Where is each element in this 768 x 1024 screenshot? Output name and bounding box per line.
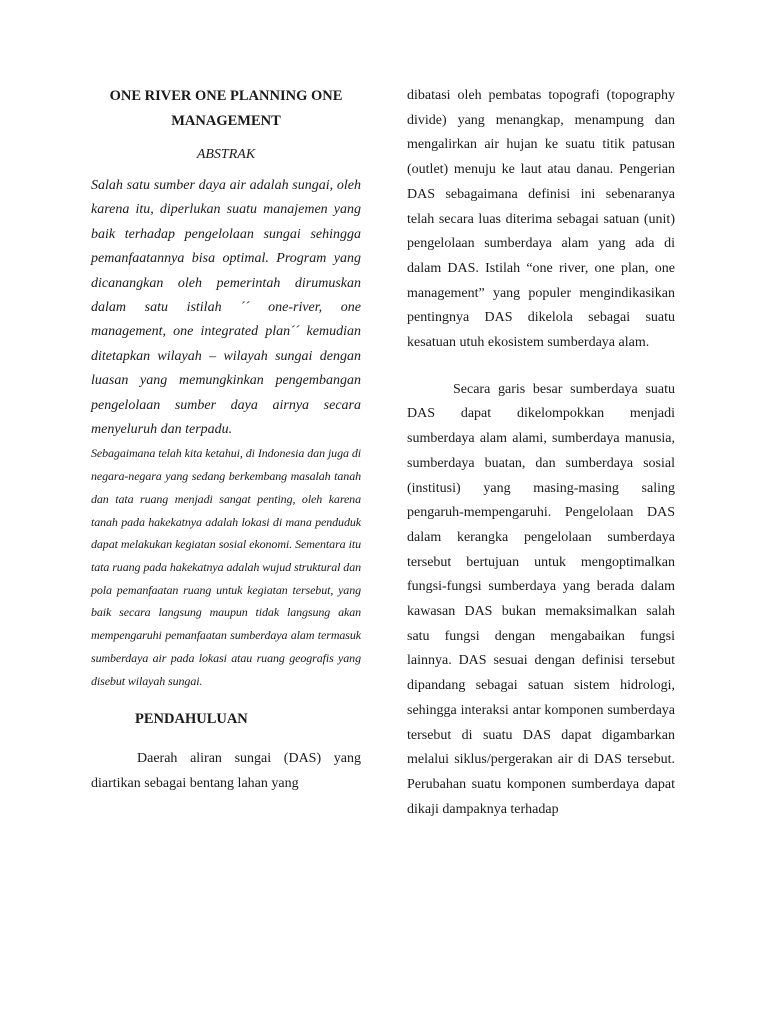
abstract-text-part2: Sebagaimana telah kita ketahui, di Indonesia dan juga di negara-negara yang sedang berkembang masalah tanah dan tata ruang menjadi sangat penting, oleh karena tanah pada hakekatnya adalah lokasi di mana penduduk dapat melakukan kegiatan sosial ekonomi. Sementara itu tata ruang pada hakekatnya adalah wujud struktural dan pola pemanfaatan ruang untuk kegiatan tersebut, yang baik secara langsung maupun tidak langsung akan mempengaruhi pemanfaatan sumberdaya alam termasuk sumberdaya air pada lokasi atau ruang geografis yang disebut wilayah sungai. (91, 446, 361, 688)
intro-paragraph-continued: dibatasi oleh pembatas topografi (topography divide) yang menangkap, menampung dan mengalirkan air hujan ke suatu titik patusan (outlet) menuju ke laut atau danau. Pengerian DAS sebagaimana definisi ini sebenaranya telah secara luas diterima sebagai satuan (unit) pengelolaan sumberdaya alam yang ada di dalam DAS. Istilah “one river, one plan, one management” yang populer mengindikasikan pentingnya DAS dikelola sebagai suatu kesatuan utuh ekosistem sumberdaya alam. (407, 88, 675, 351)
intro-paragraph-left: Daerah aliran sungai (DAS) yang diartikan sebagai bentang lahan yang (91, 751, 361, 791)
paper-title: ONE RIVER ONE PLANNING ONE MANAGEMENT (109, 88, 343, 129)
left-column (91, 84, 361, 797)
abstract-heading: ABSTRAK (196, 147, 256, 162)
section-heading-pendahuluan: PENDAHULUAN (135, 711, 248, 728)
intro-paragraph-resources: Secara garis besar sumberdaya suatu DAS dapat dikelompokkan menjadi sumberdaya alam alami, sumberdaya manusia, sumberdaya buatan, dan sumberdaya sosial (institusi) yang masing-masing saling pengaruh-mempengaruhi. Pengelolaan DAS dalam kerangka pengelolaan sumberdaya tersebut bertujuan untuk mengoptimalkan fungsi-fungsi sumberdaya yang berada dalam kawasan DAS bukan memaksimalkan salah satu fungsi dengan mengabaikan fungsi lainnya. DAS sesuai dengan definisi tersebut dipandang sebagai satuan sistem hidrologi, sehingga interaksi antar komponen sumberdaya tersebut di suatu DAS dapat digambarkan melalui siklus/pergerakan air di DAS tersebut. Perubahan suatu komponen sumberdaya dapat dikaji dampaknya terhadap (407, 381, 675, 817)
abstract-text-part1: Salah satu sumber daya air adalah sungai, oleh karena itu, diperlukan suatu manajemen yang baik terhadap pengelolaan sungai sehingga pemanfaatannya bisa optimal. Program yang dicanangkan oleh pemerintah dirumuskan dalam satu istilah ´´ one-river, one management, one integrated plan´´ kemudian ditetapkan wilayah – wilayah sungai dengan luasan yang memungkinkan pengembangan pengelolaan sumber daya airnya secara menyeluruh dan terpadu. (91, 178, 361, 438)
right-column (407, 84, 675, 822)
